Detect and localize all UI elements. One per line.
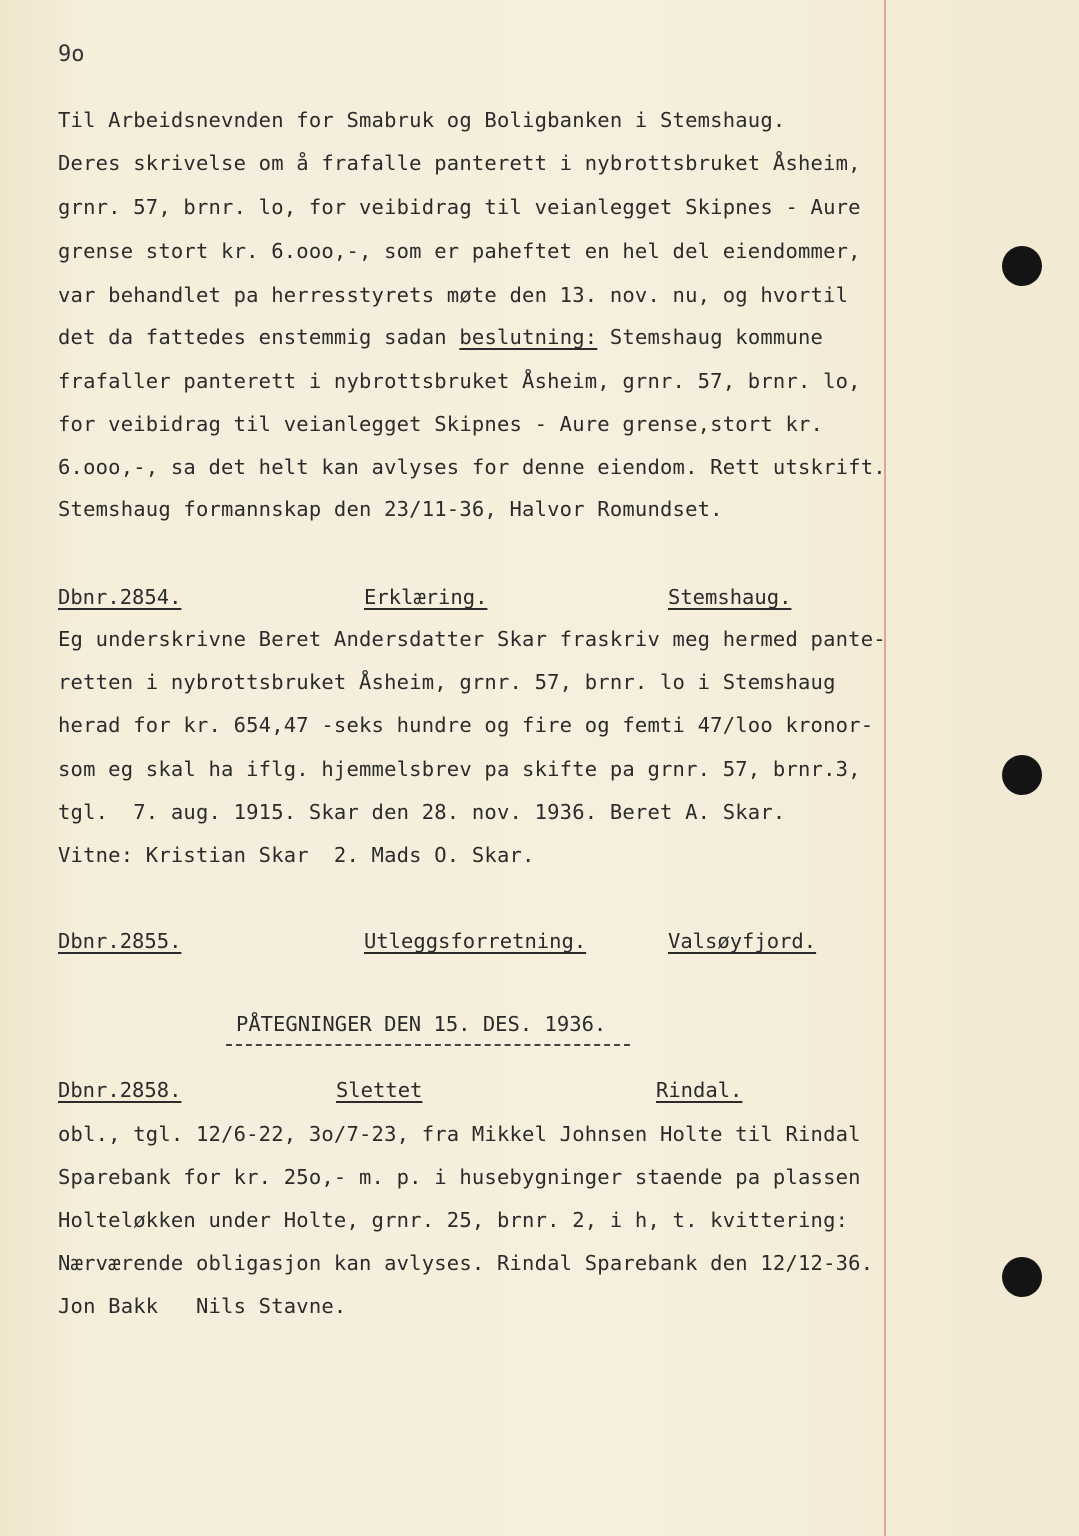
entry-header-2855: [58, 929, 838, 957]
decision-before: det da fattedes enstemmig sadan: [58, 325, 460, 349]
entry-type: Utleggsforretning.: [364, 929, 587, 953]
letter-line: Til Arbeidsnevnden for Smabruk og Boligbanken i Stemshaug.: [58, 108, 786, 132]
entry-line: obl., tgl. 12/6-22, 3o/7-23, fra Mikkel Johnsen Holte til Rindal: [58, 1122, 861, 1146]
page-number: 9o: [58, 42, 85, 67]
entry-type: Slettet: [336, 1078, 423, 1102]
decision-line: [58, 325, 823, 349]
entry-number: Dbnr.2855.: [58, 929, 182, 953]
decision-after: Stemshaug kommune: [597, 325, 824, 349]
letter-line: frafaller panterett i nybrottsbruket Åsheim, grnr. 57, brnr. lo,: [58, 369, 861, 393]
entry-line: Vitne: Kristian Skar 2. Mads O. Skar.: [58, 843, 535, 867]
entry-line: Sparebank for kr. 25o,- m. p. i husebygninger staende pa plassen: [58, 1165, 861, 1189]
entry-line: Holteløkken under Holte, grnr. 25, brnr. 2, i h, t. kvittering:: [58, 1208, 849, 1232]
letter-line: for veibidrag til veianlegget Skipnes - Aure grense,stort kr.: [58, 412, 824, 436]
letter-line: grnr. 57, brnr. lo, for veibidrag til veianlegget Skipnes - Aure: [58, 195, 861, 219]
decision-keyword: beslutning:: [459, 325, 598, 349]
letter-line: Stemshaug formannskap den 23/11-36, Halvor Romundset.: [58, 497, 723, 521]
entry-header-2858: [58, 1078, 838, 1106]
entry-place: Rindal.: [656, 1078, 743, 1102]
entry-line: tgl. 7. aug. 1915. Skar den 28. nov. 1936. Beret A. Skar.: [58, 800, 786, 824]
letter-line: var behandlet pa herresstyrets møte den 13. nov. nu, og hvortil: [58, 283, 849, 307]
entry-line: Nærværende obligasjon kan avlyses. Rindal Sparebank den 12/12-36.: [58, 1251, 874, 1275]
heading-dashed-rule: [226, 1044, 630, 1046]
letter-line: 6.ooo,-, sa det helt kan avlyses for denne eiendom. Rett utskrift.: [58, 455, 886, 479]
entry-header-2854: [58, 585, 838, 613]
entry-line: retten i nybrottsbruket Åsheim, grnr. 57, brnr. lo i Stemshaug: [58, 670, 836, 694]
entry-line: Eg underskrivne Beret Andersdatter Skar fraskriv meg hermed pante-: [58, 627, 886, 651]
entry-line: herad for kr. 654,47 -seks hundre og fire og femti 47/loo kronor-: [58, 713, 874, 737]
margin-line: [884, 0, 886, 1536]
entry-place: Stemshaug.: [668, 585, 792, 609]
letter-line: Deres skrivelse om å frafalle panterett i nybrottsbruket Åsheim,: [58, 151, 861, 175]
entry-type: Erklæring.: [364, 585, 488, 609]
punch-hole-bottom: [1002, 1257, 1042, 1297]
entry-number: Dbnr.2858.: [58, 1078, 182, 1102]
entry-number: Dbnr.2854.: [58, 585, 182, 609]
punch-hole-top: [1002, 246, 1042, 286]
punch-hole-middle: [1002, 755, 1042, 795]
section-heading: PÅTEGNINGER DEN 15. DES. 1936.: [236, 1012, 607, 1036]
letter-line: grense stort kr. 6.ooo,-, som er paheftet en hel del eiendommer,: [58, 239, 861, 263]
entry-line: som eg skal ha iflg. hjemmelsbrev pa skifte pa grnr. 57, brnr.3,: [58, 757, 861, 781]
entry-line: Jon Bakk Nils Stavne.: [58, 1294, 347, 1318]
entry-place: Valsøyfjord.: [668, 929, 817, 953]
